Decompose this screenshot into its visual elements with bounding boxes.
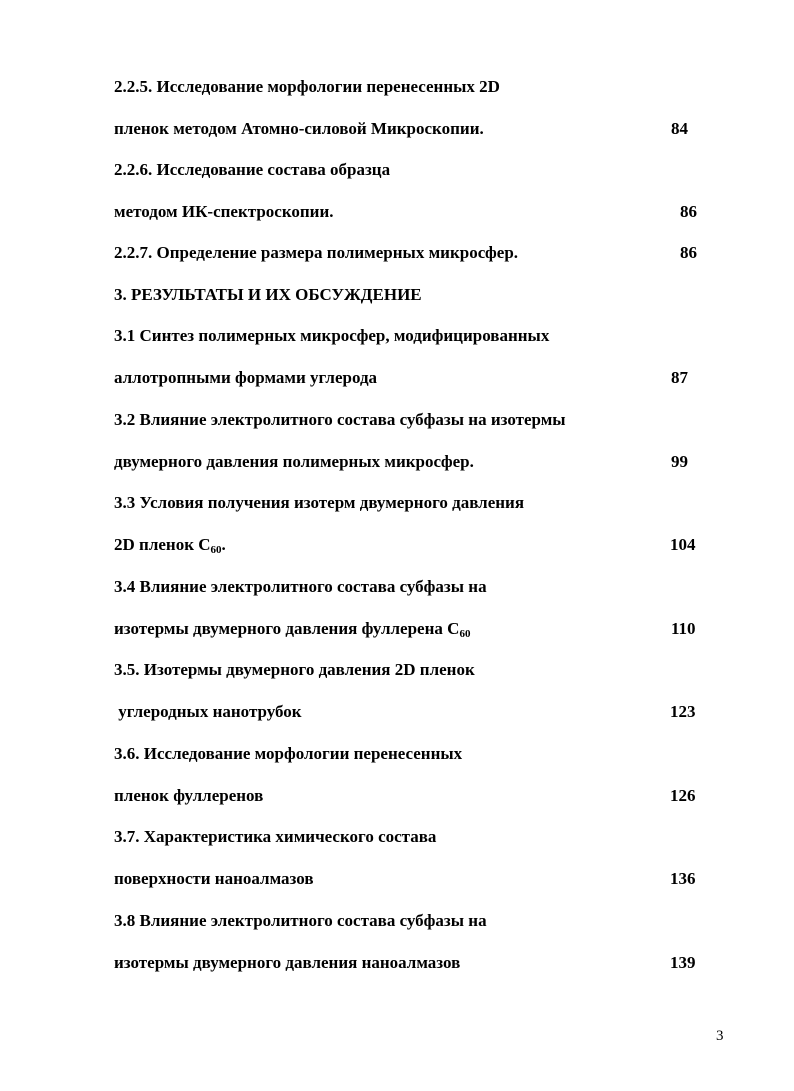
toc-entry-3-3-page: 104 bbox=[670, 535, 696, 554]
toc-entry-3-4-title-line2-text: изотермы двумерного давления фуллерена С bbox=[114, 619, 460, 638]
toc-entry-3-5-page: 123 bbox=[670, 702, 696, 721]
toc-entry-2-2-5-title-line2: пленок методом Атомно-силовой Микроскопии. bbox=[114, 119, 484, 138]
toc-entry-3-4-subscript: 60 bbox=[459, 628, 471, 640]
toc-entry-3-5-title-line2: углеродных нанотрубок bbox=[114, 702, 302, 721]
toc-entry-3-4-title-line1: 3.4 Влияние электролитного состава субфазы на bbox=[114, 577, 487, 596]
toc-entry-3-6-title-line2: пленок фуллеренов bbox=[114, 786, 264, 805]
toc-entry-3-1-title-line2: аллотропными формами углерода bbox=[114, 368, 378, 387]
toc-entry-3-3-title-line1: 3.3 Условия получения изотерм двумерного давления bbox=[114, 493, 525, 512]
toc-entry-2-2-7-title: 2.2.7. Определение размера полимерных микросфер. bbox=[114, 243, 519, 262]
toc-entry-3-5-title-line1: 3.5. Изотермы двумерного давления 2D пленок bbox=[114, 660, 475, 679]
toc-entry-3-6-title-line1: 3.6. Исследование морфологии перенесенных bbox=[114, 744, 463, 763]
toc-entry-3-2-page: 99 bbox=[671, 452, 688, 471]
toc-entry-3-4-title-line2 bbox=[114, 619, 470, 639]
toc-entry-3-3-subscript: 60 bbox=[210, 544, 222, 556]
toc-entry-3-1-title-line1: 3.1 Синтез полимерных микросфер, модифицированных bbox=[114, 326, 550, 345]
toc-entry-3-3-title-line2-text: 2D пленок С bbox=[114, 535, 211, 554]
toc-entry-3-2-title-line1: 3.2 Влияние электролитного состава субфазы на изотермы bbox=[114, 410, 566, 429]
toc-entry-2-2-6-page: 86 bbox=[680, 202, 697, 221]
toc-entry-3-3-title-line2 bbox=[114, 535, 226, 555]
toc-entry-2-2-5-title-line1: 2.2.5. Исследование морфологии перенесенных 2D bbox=[114, 77, 500, 96]
toc-entry-3-2-title-line2: двумерного давления полимерных микросфер. bbox=[114, 452, 474, 471]
toc-entry-2-2-6-title-line2: методом ИК-спектроскопии. bbox=[114, 202, 334, 221]
toc-entry-3-8-title-line1: 3.8 Влияние электролитного состава субфазы на bbox=[114, 911, 487, 930]
toc-entry-3-7-page: 136 bbox=[670, 869, 696, 888]
toc-entry-2-2-5-page: 84 bbox=[671, 119, 688, 138]
toc-entry-3-7-title-line2: поверхности наноалмазов bbox=[114, 869, 314, 888]
toc-entry-3-8-title-line2: изотермы двумерного давления наноалмазов bbox=[114, 953, 461, 972]
toc-entry-3-7-title-line1: 3.7. Характеристика химического состава bbox=[114, 827, 437, 846]
toc-entry-2-2-6-title-line1: 2.2.6. Исследование состава образца bbox=[114, 160, 391, 179]
toc-entry-3-3-title-line2-end: . bbox=[221, 535, 226, 554]
toc-entry-3-4-page: 110 bbox=[671, 619, 696, 638]
toc-entry-3-8-page: 139 bbox=[670, 953, 696, 972]
toc-entry-2-2-7-page: 86 bbox=[680, 243, 697, 262]
toc-entry-3-1-page: 87 bbox=[671, 368, 688, 387]
page-number: 3 bbox=[716, 1028, 724, 1044]
toc-entry-3-6-page: 126 bbox=[670, 786, 696, 805]
toc-section-3-heading: 3. РЕЗУЛЬТАТЫ И ИХ ОБСУЖДЕНИЕ bbox=[114, 285, 422, 304]
